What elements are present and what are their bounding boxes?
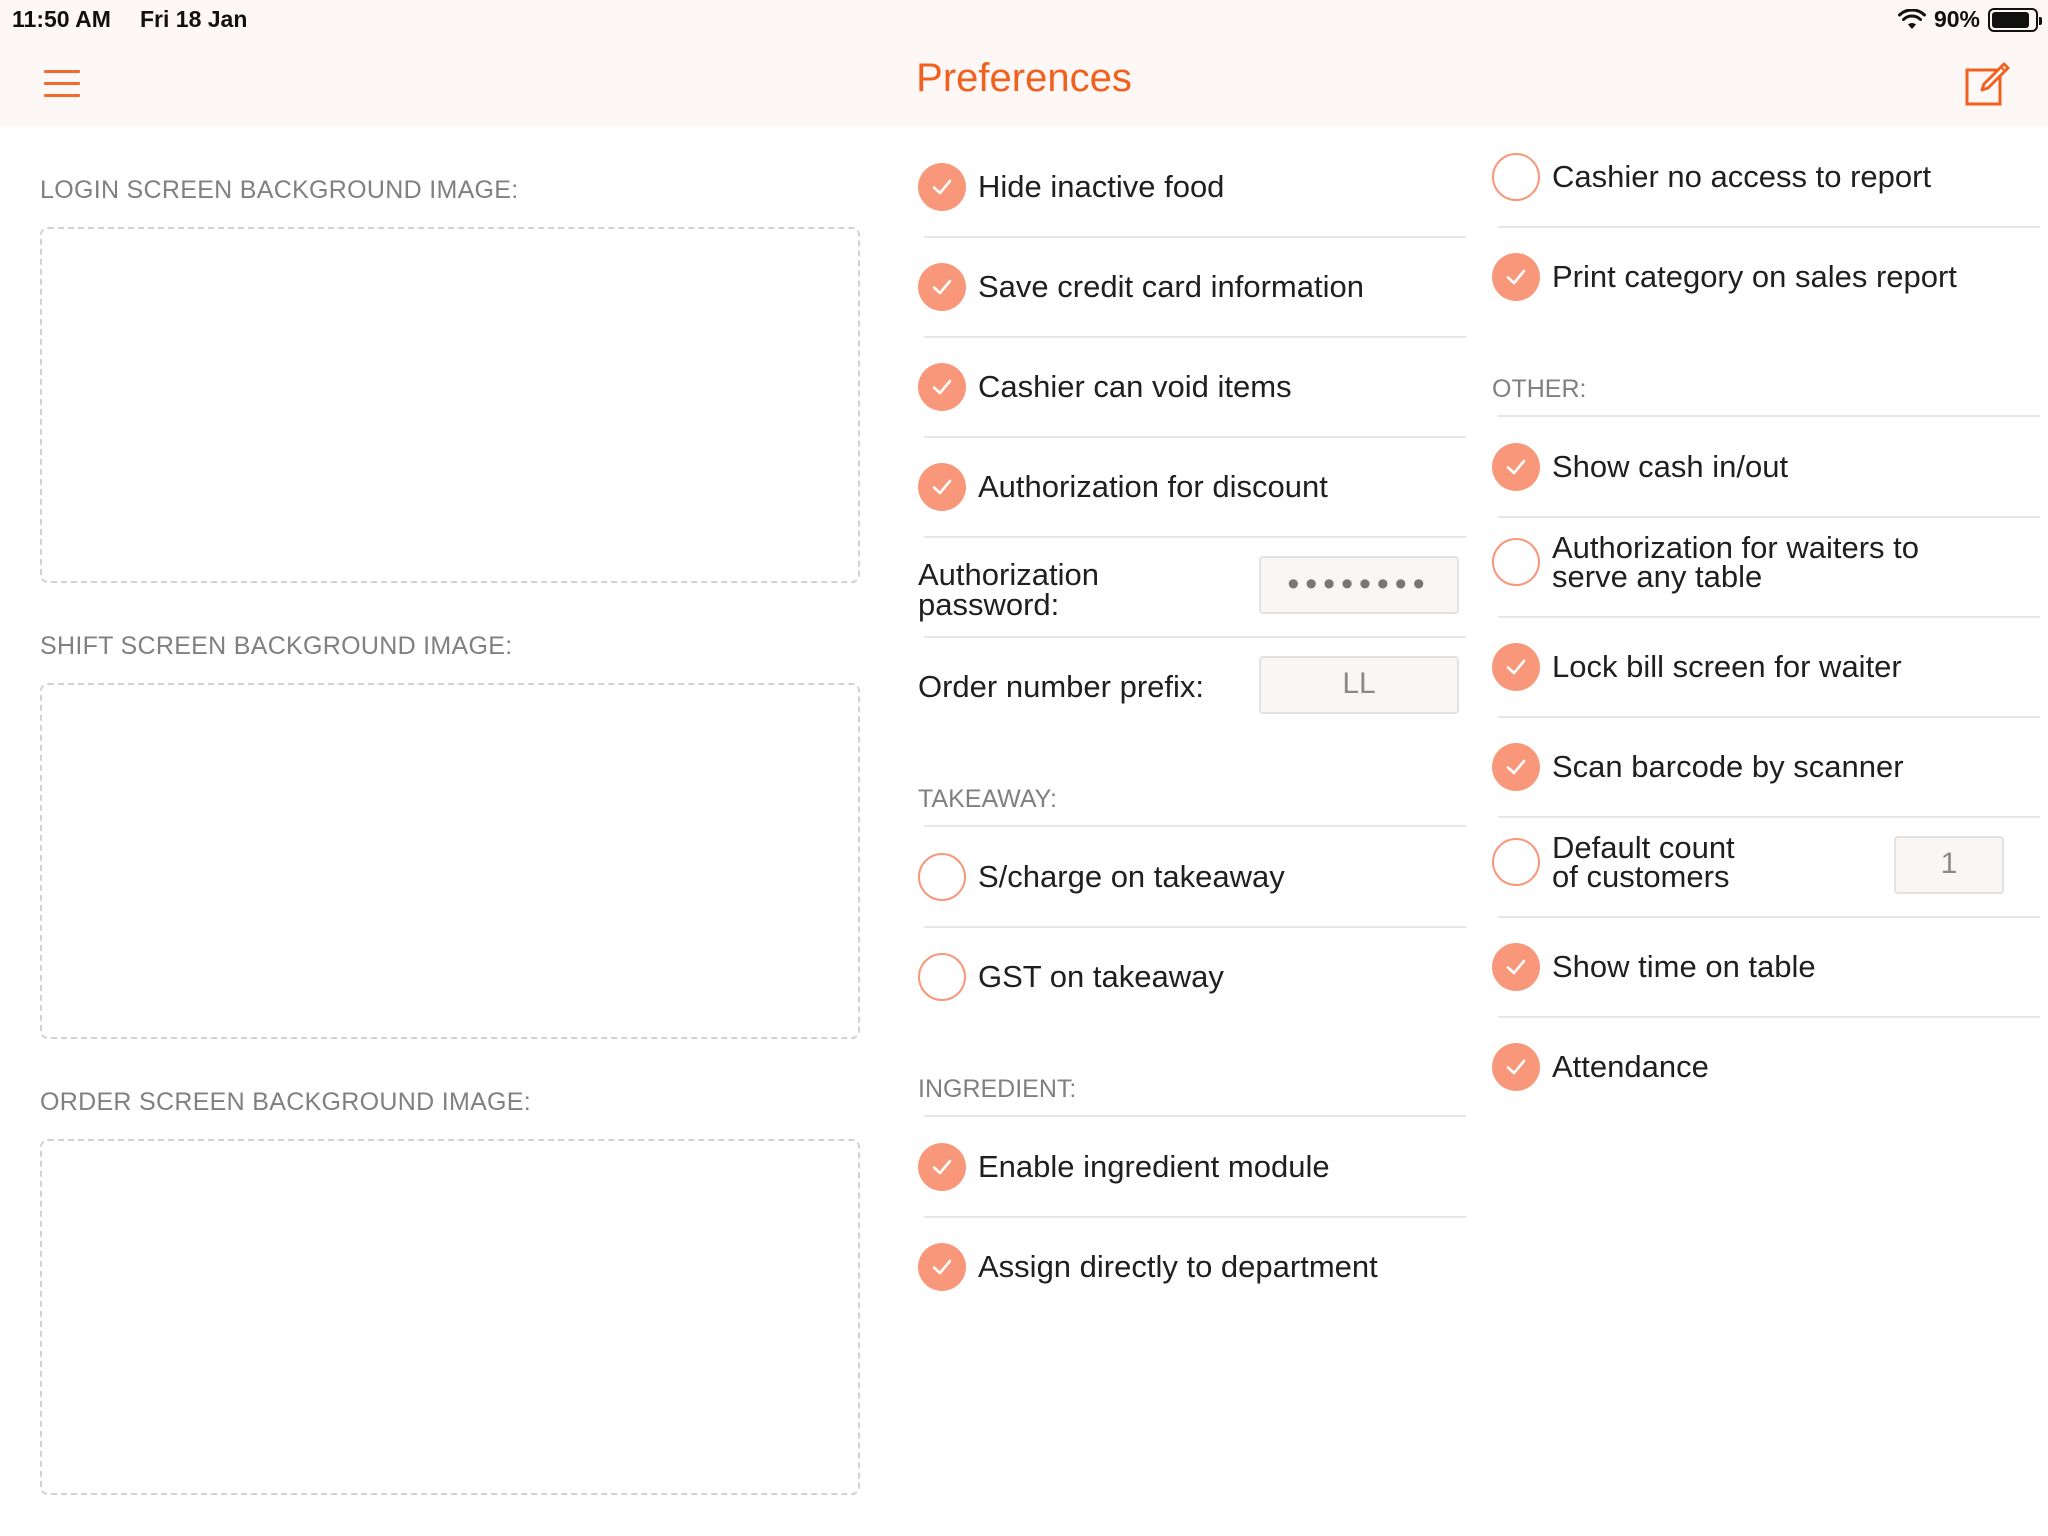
divider [1498, 226, 2040, 228]
pref-label: Enable ingredient module [978, 1149, 1330, 1184]
checkmark-icon[interactable] [1492, 1043, 1540, 1091]
auth-password-field[interactable]: •••••••• [1259, 556, 1459, 614]
auth-password-row [918, 557, 1118, 622]
divider [924, 636, 1466, 638]
pref-label: Show time on table [1552, 949, 1816, 984]
pref-cashier-void-items[interactable] [918, 363, 1292, 411]
divider [924, 536, 1466, 538]
pref-label: Lock bill screen for waiter [1552, 649, 1902, 684]
checkmark-icon[interactable] [918, 1143, 966, 1191]
checkmark-icon[interactable] [918, 163, 966, 211]
status-time: 11:50 AM [12, 6, 111, 32]
login-bg-image-picker[interactable] [40, 227, 860, 583]
pref-default-count[interactable] [1492, 830, 1762, 894]
page-title: Preferences [916, 56, 1132, 100]
pref-save-credit-card[interactable] [918, 263, 1364, 311]
pref-cashier-no-report[interactable] [1492, 153, 1931, 201]
divider [924, 236, 1466, 238]
header-bar [0, 0, 2048, 126]
order-prefix-row [918, 669, 1204, 704]
pref-gst-takeaway[interactable] [918, 953, 1224, 1001]
status-bar [0, 0, 2048, 40]
pref-print-category[interactable] [1492, 253, 1957, 301]
pref-label: Authorization for waiters to serve any table [1552, 530, 1920, 594]
checkmark-icon[interactable] [1492, 538, 1540, 586]
shift-bg-image-picker[interactable] [40, 683, 860, 1039]
order-prefix-label: Order number prefix: [918, 669, 1204, 704]
pref-label: Print category on sales report [1552, 259, 1957, 294]
order-bg-label: ORDER SCREEN BACKGROUND IMAGE: [40, 1088, 532, 1116]
divider [1498, 616, 2040, 618]
login-bg-label: LOGIN SCREEN BACKGROUND IMAGE: [40, 176, 519, 204]
takeaway-section-label: TAKEAWAY: [918, 785, 1057, 813]
pref-label: Cashier can void items [978, 369, 1292, 404]
checkmark-icon[interactable] [918, 1243, 966, 1291]
battery-icon [1988, 8, 2038, 32]
battery-percent: 90% [1933, 6, 1980, 32]
pref-hide-inactive-food[interactable] [918, 163, 1224, 211]
checkmark-icon[interactable] [1492, 443, 1540, 491]
default-count-field[interactable]: 1 [1894, 836, 2004, 894]
pref-label: Default count of customers [1552, 830, 1735, 894]
divider [924, 926, 1466, 928]
pref-label: Cashier no access to report [1552, 159, 1932, 194]
checkmark-icon[interactable] [918, 263, 966, 311]
pref-scharge-takeaway[interactable] [918, 853, 1285, 901]
pref-label: Show cash in/out [1552, 449, 1789, 484]
checkmark-icon[interactable] [918, 953, 966, 1001]
divider [1498, 916, 2040, 918]
pref-show-time[interactable] [1492, 943, 1816, 991]
pref-label: Scan barcode by scanner [1552, 749, 1904, 784]
pref-lock-bill[interactable] [1492, 643, 1902, 691]
pref-auth-waiters[interactable] [1492, 530, 1962, 594]
pref-authorization-discount[interactable] [918, 463, 1328, 511]
pref-enable-ingredient[interactable] [918, 1143, 1330, 1191]
checkmark-icon[interactable] [918, 853, 966, 901]
divider [924, 436, 1466, 438]
divider [1498, 1016, 2040, 1018]
shift-bg-label: SHIFT SCREEN BACKGROUND IMAGE: [40, 632, 513, 660]
checkmark-icon[interactable] [1492, 943, 1540, 991]
pref-label: Attendance [1552, 1049, 1709, 1084]
pref-label: Hide inactive food [978, 169, 1225, 204]
divider [924, 1115, 1466, 1117]
pref-label: GST on takeaway [978, 959, 1224, 994]
divider [924, 1216, 1466, 1218]
divider [1498, 816, 2040, 818]
pref-show-cash[interactable] [1492, 443, 1788, 491]
order-bg-image-picker[interactable] [40, 1139, 860, 1495]
checkmark-icon[interactable] [1492, 253, 1540, 301]
other-section-label: OTHER: [1492, 375, 1587, 403]
checkmark-icon[interactable] [1492, 838, 1540, 886]
pref-label: Save credit card information [978, 269, 1364, 304]
divider [924, 825, 1466, 827]
divider [1498, 415, 2040, 417]
pref-label: S/charge on takeaway [978, 859, 1285, 894]
pref-label: Assign directly to department [978, 1249, 1378, 1284]
divider [1498, 716, 2040, 718]
checkmark-icon[interactable] [918, 363, 966, 411]
checkmark-icon[interactable] [1492, 153, 1540, 201]
wifi-icon [1898, 9, 1926, 31]
checkmark-icon[interactable] [1492, 643, 1540, 691]
status-date: Fri 18 Jan [140, 6, 248, 32]
checkmark-icon[interactable] [1492, 743, 1540, 791]
status-right [1898, 6, 2038, 33]
ingredient-section-label: INGREDIENT: [918, 1075, 1077, 1103]
divider [1498, 516, 2040, 518]
auth-password-label: Authorization password: [918, 557, 1099, 622]
pref-scan-barcode[interactable] [1492, 743, 1904, 791]
order-prefix-field[interactable]: LL [1259, 656, 1459, 714]
pref-assign-department[interactable] [918, 1243, 1378, 1291]
compose-icon[interactable] [1964, 60, 2012, 108]
divider [924, 336, 1466, 338]
checkmark-icon[interactable] [918, 463, 966, 511]
pref-label: Authorization for discount [978, 469, 1328, 504]
pref-attendance[interactable] [1492, 1043, 1709, 1091]
